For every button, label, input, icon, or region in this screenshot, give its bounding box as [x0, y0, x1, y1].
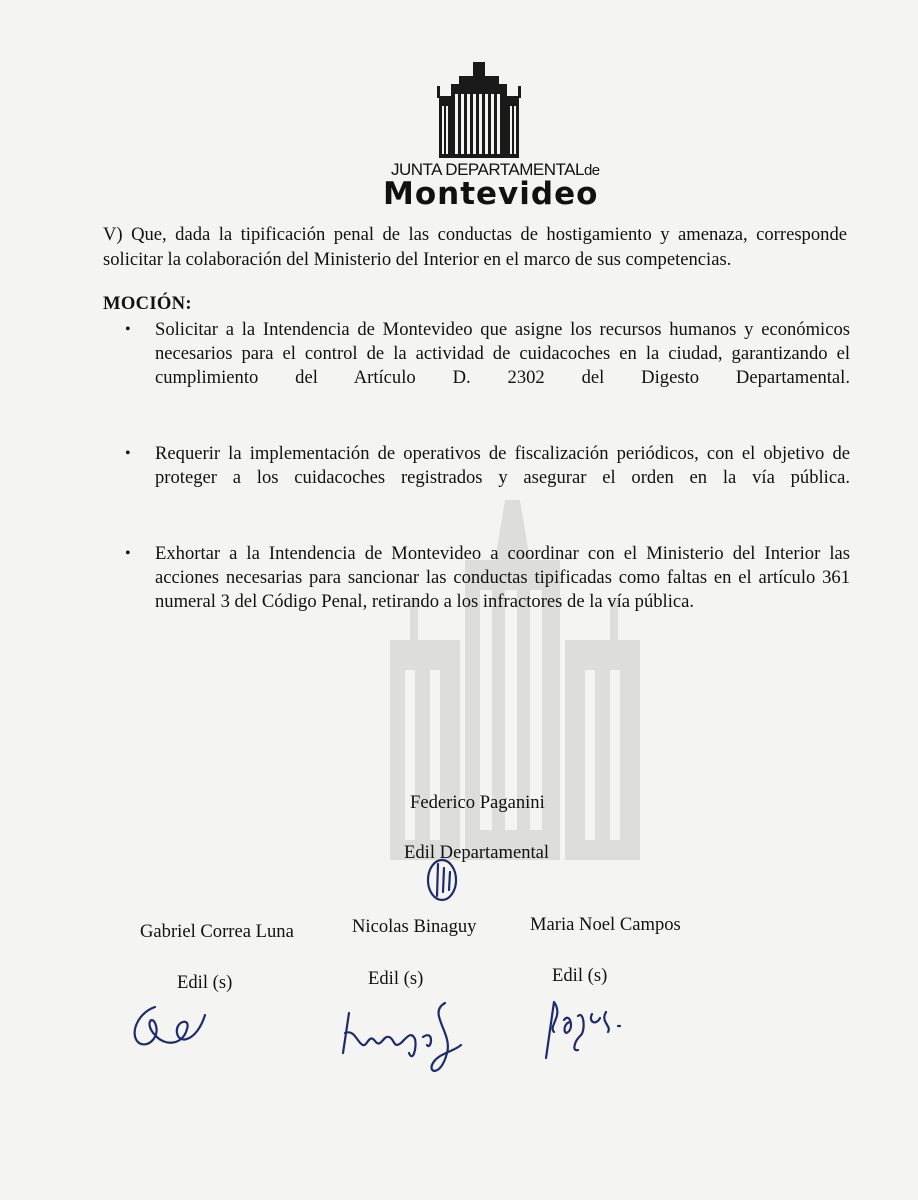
considerando-paragraph: V) Que, dada la tipificación penal de las conductas de hostigamiento y amenaza, corresponde solicitar la colaboración del Ministerio del Interior en el marco de sus competencias.	[103, 224, 847, 270]
bullet-icon: •	[125, 321, 131, 338]
signatory-name: Nicolas Binaguy	[352, 916, 477, 937]
signatory-role-main: Edil Departamental	[404, 842, 550, 863]
logo-text-de: de	[583, 162, 600, 179]
signatory-name-main: Federico Paganini	[410, 792, 545, 813]
signatory-role: Edil (s)	[552, 965, 608, 986]
mocion-heading: MOCIÓN:	[103, 293, 192, 314]
logo-text-montevideo: Montevideo	[383, 176, 599, 212]
signatory-name: Maria Noel Campos	[530, 914, 681, 935]
signatory-role: Edil (s)	[368, 968, 424, 989]
logo-text-junta: JUNTA DEPARTAMENTALde	[391, 160, 600, 179]
signature-correa	[125, 995, 215, 1060]
mocion-item-text: Requerir la implementación de operativos de fiscalización periódicos, con el objetivo de proteger a los cuidacoches registrados y asegurar el orden en la vía pública.	[155, 443, 850, 488]
palacio-legislativo-icon	[437, 62, 521, 158]
bullet-icon: •	[125, 445, 131, 462]
signature-paganini	[420, 850, 470, 910]
mocion-item-text: Exhortar a la Intendencia de Montevideo a coordinar con el Ministerio del Interior las acciones necesarias para sancionar las conductas tipificadas como faltas en el artículo 361 numeral 3 del Código Penal, retirando a los infractores de la vía pública.	[155, 543, 850, 612]
mocion-item-text: Solicitar a la Intendencia de Montevideo que asigne los recursos humanos y económicos necesarios para el control de la actividad de cuidacoches en la ciudad, garantizando el cumplimiento del Artículo D. 2302 del Digesto Departamental.	[155, 319, 850, 388]
signature-campos	[540, 992, 640, 1064]
junta-logo	[383, 62, 600, 212]
signatory-role: Edil (s)	[177, 972, 233, 993]
signatory-name: Gabriel Correa Luna	[140, 921, 294, 942]
signature-binaguy	[335, 993, 470, 1083]
bullet-icon: •	[125, 545, 131, 562]
